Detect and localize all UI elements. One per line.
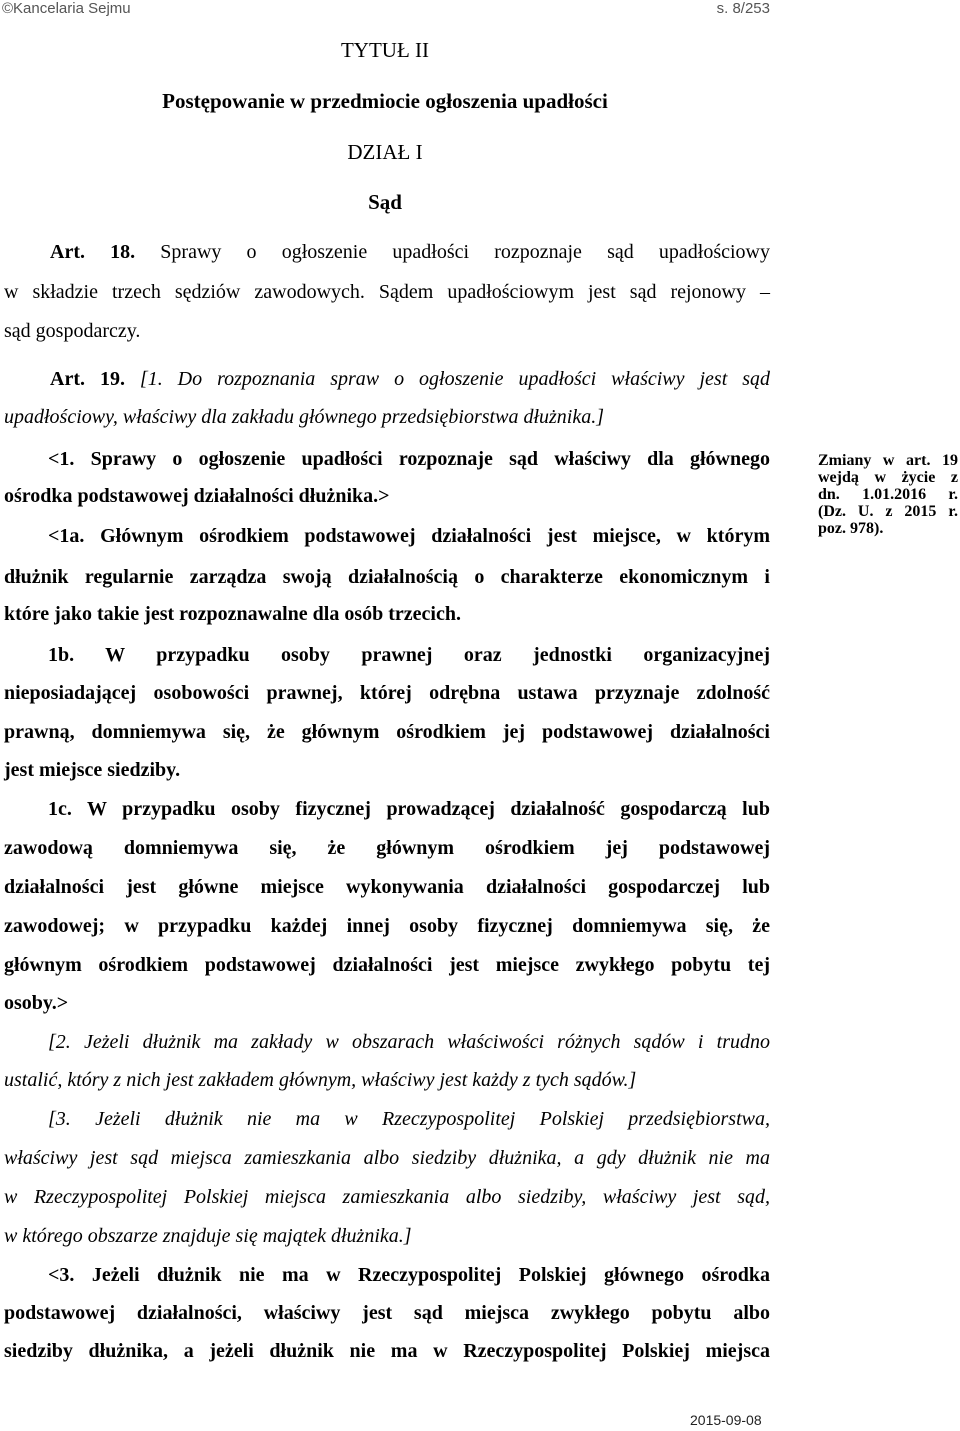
document-date: 2015-09-08 (690, 1412, 762, 1428)
art19-p1b-line-4: jest miejsce siedziby. (4, 759, 181, 781)
amendment-sidenote (818, 452, 958, 537)
art19-p1new-line-2: ośrodka podstawowej działalności dłużnika.> (4, 485, 390, 507)
division-name: Sąd (368, 190, 402, 214)
art19-p3-line-1: [3. Jeżeli dłużnik nie ma w Rzeczypospolitej Polskiej przedsiębiorstwa, (48, 1108, 770, 1130)
art19-p2-line-2: ustalić, który z nich jest zakładem głównym, właściwy jest każdy z tych sądów.] (4, 1069, 637, 1091)
art18-number: Art. 18. (50, 241, 136, 263)
art19-p3new-line-3: siedziby dłużnika, a jeżeli dłużnik nie ma w Rzeczypospolitej Polskiej miejsca (4, 1340, 770, 1362)
sidenote-line-3: dn. 1.01.2016 r. (818, 486, 958, 503)
page-number: s. 8/253 (716, 0, 770, 17)
art18-line-1: Art. 18. Sprawy o ogłoszenie upadłości rozpoznaje sąd upadłościowy (50, 241, 770, 263)
sidenote-line-4: (Dz. U. z 2015 r. (818, 503, 958, 520)
sidenote-line-1: Zmiany w art. 19 (818, 452, 958, 469)
art19-p1a-line-3: które jako takie jest rozpoznawalne dla osób trzecich. (4, 603, 461, 625)
art19-p2-line-1: [2. Jeżeli dłużnik ma zakłady w obszarach właściwości różnych sądów i trudno (48, 1031, 770, 1053)
art19-p1c-line-2: zawodową domniemywa się, że głównym ośrodkiem jej podstawowej (4, 837, 770, 859)
publisher-label: ©Kancelaria Sejmu (2, 0, 131, 17)
art19-p1c-line-4: zawodowej; w przypadku każdej innej osoby fizycznej domniemywa się, że (4, 915, 770, 937)
art19-p3new-line-2: podstawowej działalności, właściwy jest sąd miejsca zwykłego pobytu albo (4, 1302, 770, 1324)
art19-p1b-line-3: prawną, domniemywa się, że głównym ośrodkiem jej podstawowej działalności (4, 721, 770, 743)
page-header (2, 0, 770, 22)
art18-line-3: sąd gospodarczy. (4, 320, 141, 342)
division-heading: DZIAŁ I (347, 140, 423, 164)
art19-p1a-line-1: <1a. Głównym ośrodkiem podstawowej działalności jest miejsce, w którym (48, 525, 770, 547)
art19-p3-line-4: w którego obszarze znajduje się majątek dłużnika.] (4, 1225, 412, 1247)
art19-p3new-line-1: <3. Jeżeli dłużnik nie ma w Rzeczypospolitej Polskiej głównego ośrodka (48, 1264, 770, 1286)
art19-p3-line-2: właściwy jest sąd miejsca zamieszkania albo siedziby dłużnika, a gdy dłużnik nie ma (4, 1147, 770, 1169)
art19-p1b-line-2: nieposiadającej osobowości prawnej, której odrębna ustawa przyznaje zdolność (4, 682, 770, 704)
art19-p1c-line-1: 1c. W przypadku osoby fizycznej prowadzącej działalność gospodarczą lub (48, 798, 770, 820)
art19-p3-line-3: w Rzeczypospolitej Polskiej miejsca zamieszkania albo siedziby, właściwy jest sąd, (4, 1186, 770, 1208)
art19-p1b-line-1: 1b. W przypadku osoby prawnej oraz jednostki organizacyjnej (48, 644, 770, 666)
art19-p1-line-1: Art. 19. [1. Do rozpoznania spraw o ogłoszenie upadłości właściwy jest sąd (50, 368, 771, 390)
art19-p1c-line-6: osoby.> (4, 992, 69, 1014)
art19-p1c-line-3: działalności jest główne miejsce wykonywania działalności gospodarczej lub (4, 876, 770, 898)
title-heading: TYTUŁ II (340, 38, 430, 62)
sidenote-line-5: poz. 978). (818, 520, 884, 537)
sidenote-line-2: wejdą w życie z (818, 469, 958, 486)
art19-number: Art. 19. (50, 368, 125, 390)
title-name: Postępowanie w przedmiocie ogłoszenia upadłości (162, 89, 608, 113)
art19-p1a-line-2: dłużnik regularnie zarządza swoją działalnością o charakterze ekonomicznym i (4, 566, 770, 588)
art19-p1new-line-1: <1. Sprawy o ogłoszenie upadłości rozpoznaje sąd właściwy dla głównego (48, 448, 770, 470)
art18-line-2: w składzie trzech sędziów zawodowych. Sądem upadłościowym jest sąd rejonowy – (4, 281, 770, 303)
art19-p1c-line-5: głównym ośrodkiem podstawowej działalności jest miejsce zwykłego pobytu tej (4, 954, 770, 976)
art19-p1-line-2: upadłościowy, właściwy dla zakładu głównego przedsiębiorstwa dłużnika.] (4, 406, 604, 428)
